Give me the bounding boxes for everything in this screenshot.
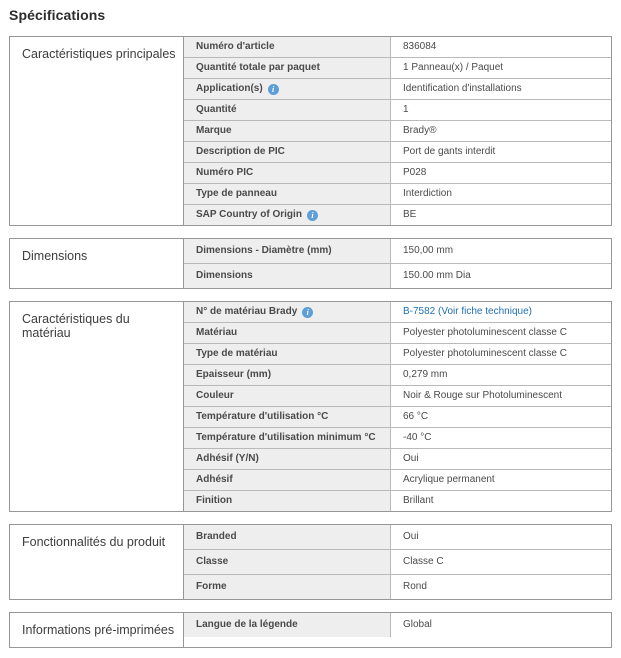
- spec-rows: [184, 525, 611, 599]
- spec-row: [184, 575, 611, 599]
- spec-sections: [9, 36, 612, 648]
- section-title: Caractéristiques principales: [10, 37, 184, 225]
- spec-label: [184, 428, 391, 448]
- spec-value: [391, 184, 611, 204]
- spec-value-text: 66 °C: [403, 411, 429, 422]
- section-title: Dimensions: [10, 239, 184, 288]
- spec-value-text: Global: [403, 619, 432, 630]
- spec-value-text: Noir & Rouge sur Photoluminescent: [403, 390, 562, 401]
- spec-label: [184, 323, 391, 343]
- spec-row: [184, 428, 611, 449]
- spec-label-text: Type de panneau: [196, 188, 277, 199]
- spec-value-text: 1 Panneau(x) / Paquet: [403, 62, 504, 73]
- spec-row: [184, 239, 611, 264]
- spec-label-text: Matériau: [196, 327, 238, 338]
- spec-row: [184, 449, 611, 470]
- spec-value-text: Acrylique permanent: [403, 474, 495, 485]
- spec-section: [9, 36, 612, 226]
- spec-label-text: SAP Country of Origin: [196, 209, 302, 220]
- spec-label: [184, 613, 391, 637]
- spec-value-text: 150,00 mm: [403, 245, 454, 256]
- spec-value: [391, 163, 611, 183]
- spec-value: [391, 613, 611, 637]
- spec-value-text: Identification d'installations: [403, 83, 522, 94]
- spec-label: [184, 525, 391, 549]
- spec-label: [184, 58, 391, 78]
- spec-label-text: Branded: [196, 531, 237, 542]
- spec-section: [9, 612, 612, 648]
- spec-value: [391, 550, 611, 574]
- spec-value-text: Oui: [403, 531, 419, 542]
- spec-value: [391, 470, 611, 490]
- spec-label: [184, 575, 391, 599]
- spec-value: [391, 365, 611, 385]
- spec-label: [184, 142, 391, 162]
- spec-label: [184, 121, 391, 141]
- spec-value: [391, 323, 611, 343]
- spec-label: [184, 386, 391, 406]
- spec-label-text: Classe: [196, 556, 229, 567]
- spec-label: [184, 100, 391, 120]
- section-title: Caractéristiques du matériau: [10, 302, 184, 511]
- spec-value-text: P028: [403, 167, 427, 178]
- spec-label-text: Dimensions: [196, 270, 253, 281]
- spec-label: [184, 470, 391, 490]
- spec-row: [184, 205, 611, 225]
- spec-label: [184, 550, 391, 574]
- spec-label-text: Couleur: [196, 390, 234, 401]
- spec-row: [184, 613, 611, 637]
- spec-label-text: Adhésif (Y/N): [196, 453, 259, 464]
- spec-label: [184, 163, 391, 183]
- spec-value: [391, 428, 611, 448]
- spec-value: [391, 302, 611, 322]
- spec-label: [184, 184, 391, 204]
- spec-label: [184, 264, 391, 288]
- spec-value-text: Interdiction: [403, 188, 452, 199]
- spec-label: [184, 37, 391, 57]
- spec-row: [184, 365, 611, 386]
- spec-value: [391, 264, 611, 288]
- spec-section: [9, 238, 612, 289]
- spec-label: [184, 491, 391, 511]
- spec-value: [391, 58, 611, 78]
- spec-label: [184, 365, 391, 385]
- spec-value-text: Brillant: [403, 495, 434, 506]
- spec-label-text: Epaisseur (mm): [196, 369, 272, 380]
- spec-label: [184, 302, 391, 322]
- spec-label: [184, 449, 391, 469]
- section-title: Fonctionnalités du produit: [10, 525, 184, 599]
- spec-row: [184, 100, 611, 121]
- spec-row: [184, 184, 611, 205]
- info-icon[interactable]: i: [268, 84, 279, 95]
- spec-label-text: Température d'utilisation °C: [196, 411, 329, 422]
- spec-value: [391, 407, 611, 427]
- page-title: Spécifications: [9, 7, 106, 23]
- spec-row: [184, 525, 611, 550]
- spec-row: [184, 58, 611, 79]
- spec-value-text: 836084: [403, 41, 437, 52]
- spec-label-text: Numéro d'article: [196, 41, 275, 52]
- section-title: Informations pré-imprimées: [10, 613, 184, 647]
- spec-value-text: 0,279 mm: [403, 369, 448, 380]
- spec-row: [184, 302, 611, 323]
- spec-value-text: Brady®: [403, 125, 437, 136]
- spec-section: [9, 301, 612, 512]
- spec-value: [391, 142, 611, 162]
- spec-rows: [184, 239, 611, 288]
- spec-row: [184, 142, 611, 163]
- spec-label-text: Forme: [196, 581, 227, 592]
- spec-row: [184, 344, 611, 365]
- spec-value-text: 150.00 mm Dia: [403, 270, 471, 281]
- info-icon[interactable]: i: [302, 307, 313, 318]
- spec-value: [391, 100, 611, 120]
- spec-row: [184, 79, 611, 100]
- spec-row: [184, 37, 611, 58]
- spec-label-text: Quantité totale par paquet: [196, 62, 320, 73]
- spec-value-text: -40 °C: [403, 432, 432, 443]
- spec-label: [184, 79, 391, 99]
- spec-label-text: Numéro PIC: [196, 167, 254, 178]
- spec-value-text: Rond: [403, 581, 427, 592]
- spec-label: [184, 205, 391, 225]
- spec-row: [184, 386, 611, 407]
- spec-label-text: Type de matériau: [196, 348, 278, 359]
- spec-row: [184, 264, 611, 288]
- spec-label-text: Quantité: [196, 104, 237, 115]
- spec-row: [184, 407, 611, 428]
- material-datasheet-link[interactable]: B-7582 (Voir fiche technique): [403, 306, 532, 317]
- spec-label-text: Finition: [196, 495, 233, 506]
- spec-label-text: Dimensions - Diamètre (mm): [196, 245, 332, 256]
- spec-value-text: Polyester photoluminescent classe C: [403, 327, 567, 338]
- info-icon[interactable]: i: [307, 210, 318, 221]
- spec-value: [391, 37, 611, 57]
- spec-label-text: Application(s): [196, 83, 263, 94]
- spec-label-text: Température d'utilisation minimum °C: [196, 432, 376, 443]
- spec-row: [184, 323, 611, 344]
- spec-label: [184, 344, 391, 364]
- spec-label: [184, 239, 391, 263]
- spec-rows: [184, 37, 611, 225]
- spec-section: [9, 524, 612, 600]
- spec-value-text: Classe C: [403, 556, 444, 567]
- spec-label-text: Description de PIC: [196, 146, 285, 157]
- spec-value: [391, 575, 611, 599]
- spec-value-text: Oui: [403, 453, 419, 464]
- spec-value: [391, 205, 611, 225]
- spec-value: [391, 121, 611, 141]
- spec-row: [184, 470, 611, 491]
- spec-value: [391, 449, 611, 469]
- spec-label-text: Langue de la légende: [196, 619, 298, 630]
- spec-value: [391, 525, 611, 549]
- spec-row: [184, 550, 611, 575]
- spec-rows: [184, 613, 611, 647]
- spec-value: [391, 386, 611, 406]
- spec-value-text: Polyester photoluminescent classe C: [403, 348, 567, 359]
- spec-value-text: Port de gants interdit: [403, 146, 496, 157]
- spec-value-text: BE: [403, 209, 417, 220]
- spec-row: [184, 491, 611, 511]
- spec-row: [184, 163, 611, 184]
- spec-value-text: 1: [403, 104, 409, 115]
- spec-label: [184, 407, 391, 427]
- spec-label-text: Adhésif: [196, 474, 233, 485]
- spec-rows: [184, 302, 611, 511]
- spec-value: [391, 491, 611, 511]
- spec-label-text: Marque: [196, 125, 232, 136]
- spec-value: [391, 79, 611, 99]
- spec-label-text: N° de matériau Brady: [196, 306, 298, 317]
- spec-row: [184, 121, 611, 142]
- spec-value: [391, 344, 611, 364]
- spec-value: [391, 239, 611, 263]
